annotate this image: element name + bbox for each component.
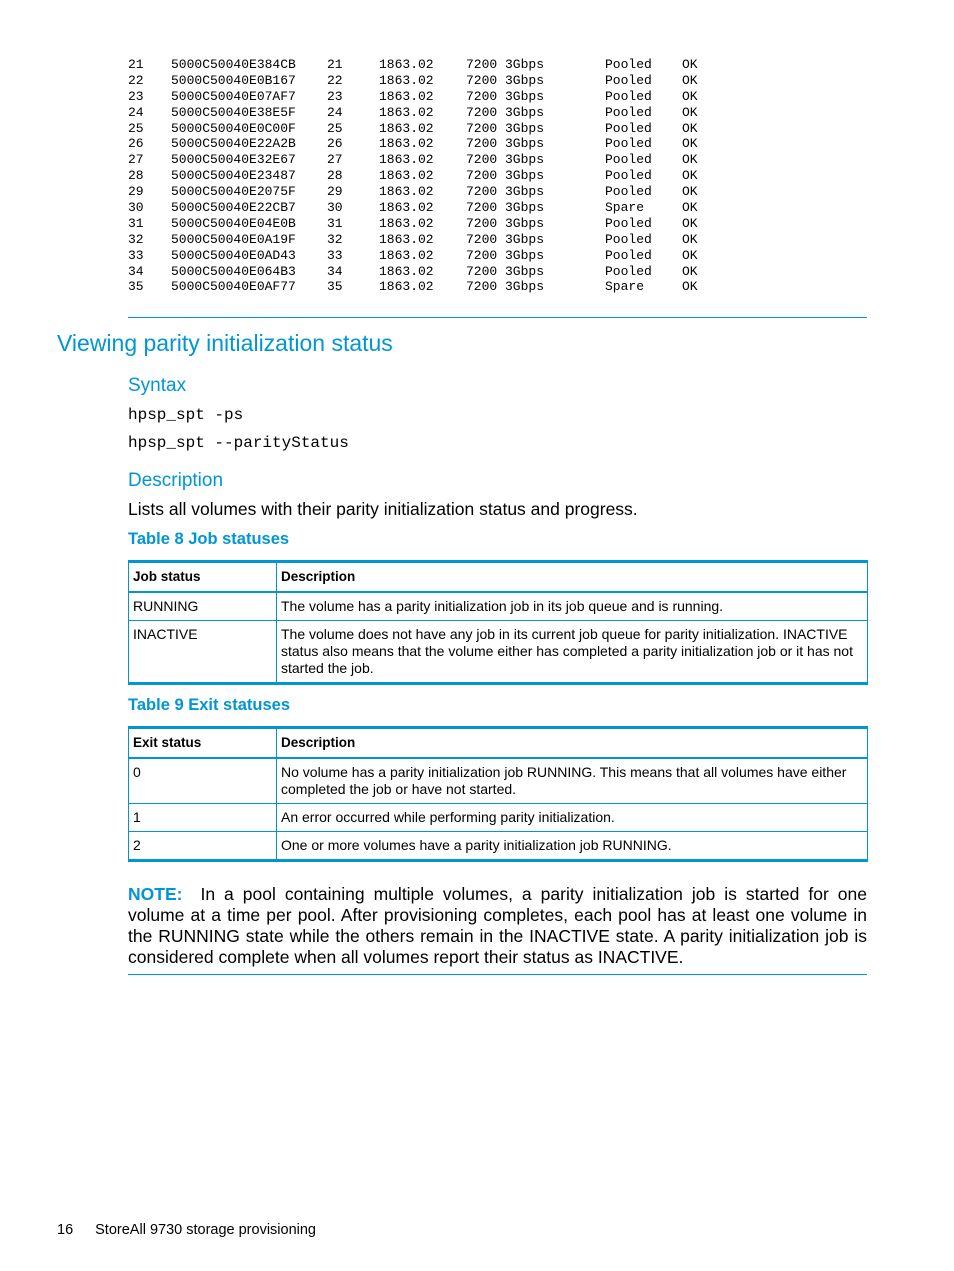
drive-slot: 23 bbox=[327, 88, 343, 104]
drive-state: Pooled bbox=[605, 57, 652, 72]
description-text: Lists all volumes with their parity initialization status and progress. bbox=[128, 499, 638, 519]
table8-caption: Table 8 Job statuses bbox=[128, 530, 290, 548]
page-footer bbox=[57, 1222, 316, 1238]
drive-size: 1863.02 bbox=[379, 200, 434, 216]
note-text: In a pool containing multiple volumes, a parity initialization job is started for one volume at a time per pool. After provisioning completes, each pool has at least one volume in the RUNNING state while the others remain in the INACTIVE state. A parity initialization job is considered complete when all volumes report their status as INACTIVE. bbox=[128, 884, 867, 967]
drive-id: 35 bbox=[128, 279, 144, 295]
column-header: Exit status bbox=[129, 728, 277, 759]
table-row bbox=[129, 592, 868, 621]
drive-state: Spare bbox=[605, 200, 645, 216]
drive-health: OK bbox=[682, 231, 698, 247]
drive-health: OK bbox=[682, 120, 698, 136]
drive-speed: 7200 3Gbps bbox=[466, 168, 545, 184]
drive-size: 1863.02 bbox=[379, 152, 434, 168]
drive-slot: 31 bbox=[327, 215, 343, 231]
column-header: Description bbox=[277, 562, 868, 593]
drive-health: OK bbox=[682, 200, 698, 216]
drive-wwn: 5000C50040E22CB7 bbox=[171, 200, 296, 216]
drive-wwn: 5000C50040E07AF7 bbox=[171, 88, 296, 104]
drive-speed: 7200 3Gbps bbox=[466, 279, 545, 295]
drive-speed: 7200 3Gbps bbox=[466, 72, 545, 88]
drive-state: Pooled bbox=[605, 72, 652, 88]
drive-size: 1863.02 bbox=[379, 168, 434, 184]
drive-id: 22 bbox=[128, 72, 144, 88]
table-cell: The volume does not have any job in its current job queue for parity initialization. INACTIVE status also means that the volume either has completed a parity initialization job or it has not started the job. bbox=[277, 621, 868, 684]
drive-id: 33 bbox=[128, 247, 144, 263]
drive-size: 1863.02 bbox=[379, 88, 434, 104]
drive-id: 34 bbox=[128, 263, 144, 279]
note-divider bbox=[128, 974, 867, 975]
drive-speed: 7200 3Gbps bbox=[466, 152, 545, 168]
drive-wwn: 5000C50040E064B3 bbox=[171, 263, 296, 279]
drive-health: OK bbox=[682, 152, 698, 168]
drive-speed: 7200 3Gbps bbox=[466, 57, 545, 72]
drive-state: Pooled bbox=[605, 120, 652, 136]
section-divider bbox=[128, 317, 867, 318]
table-cell: 1 bbox=[129, 804, 277, 832]
drive-slot: 35 bbox=[327, 279, 343, 295]
drive-speed: 7200 3Gbps bbox=[466, 136, 545, 152]
note-block bbox=[128, 884, 867, 968]
drive-size: 1863.02 bbox=[379, 136, 434, 152]
drive-speed: 7200 3Gbps bbox=[466, 104, 545, 120]
drive-id: 25 bbox=[128, 120, 144, 136]
drive-state: Pooled bbox=[605, 136, 652, 152]
drive-speed: 7200 3Gbps bbox=[466, 231, 545, 247]
drive-health: OK bbox=[682, 136, 698, 152]
table-cell: RUNNING bbox=[129, 592, 277, 621]
table-cell: 2 bbox=[129, 832, 277, 861]
drive-slot: 29 bbox=[327, 184, 343, 200]
table-cell: 0 bbox=[129, 758, 277, 804]
drive-size: 1863.02 bbox=[379, 184, 434, 200]
drive-slot: 25 bbox=[327, 120, 343, 136]
drive-size: 1863.02 bbox=[379, 263, 434, 279]
table-cell: The volume has a parity initialization job in its job queue and is running. bbox=[277, 592, 868, 621]
drive-id: 29 bbox=[128, 184, 144, 200]
drive-health: OK bbox=[682, 184, 698, 200]
drive-health: OK bbox=[682, 279, 698, 295]
drive-health: OK bbox=[682, 88, 698, 104]
drive-slot: 34 bbox=[327, 263, 343, 279]
drive-size: 1863.02 bbox=[379, 231, 434, 247]
drive-id: 32 bbox=[128, 231, 144, 247]
drive-health: OK bbox=[682, 168, 698, 184]
table-cell: No volume has a parity initialization job RUNNING. This means that all volumes have either completed the job or have not started. bbox=[277, 758, 868, 804]
drive-state: Pooled bbox=[605, 168, 652, 184]
drive-id: 21 bbox=[128, 57, 144, 72]
drive-speed: 7200 3Gbps bbox=[466, 247, 545, 263]
drive-size: 1863.02 bbox=[379, 279, 434, 295]
description-heading: Description bbox=[128, 470, 224, 491]
drive-state: Pooled bbox=[605, 231, 652, 247]
table-cell: An error occurred while performing parity initialization. bbox=[277, 804, 868, 832]
drive-wwn: 5000C50040E0A19F bbox=[171, 231, 296, 247]
drive-state: Pooled bbox=[605, 152, 652, 168]
table-row bbox=[129, 758, 868, 804]
drive-wwn: 5000C50040E0B167 bbox=[171, 72, 296, 88]
drive-slot: 28 bbox=[327, 168, 343, 184]
drive-size: 1863.02 bbox=[379, 215, 434, 231]
drive-id: 26 bbox=[128, 136, 144, 152]
drive-size: 1863.02 bbox=[379, 57, 434, 72]
table-row bbox=[129, 621, 868, 684]
drive-id: 23 bbox=[128, 88, 144, 104]
table-header-row bbox=[129, 728, 868, 759]
drive-speed: 7200 3Gbps bbox=[466, 88, 545, 104]
drive-wwn: 5000C50040E22A2B bbox=[171, 136, 296, 152]
drive-health: OK bbox=[682, 215, 698, 231]
drive-health: OK bbox=[682, 263, 698, 279]
drive-slot: 30 bbox=[327, 200, 343, 216]
drive-state: Pooled bbox=[605, 215, 652, 231]
drive-slot: 26 bbox=[327, 136, 343, 152]
drive-speed: 7200 3Gbps bbox=[466, 200, 545, 216]
table-row bbox=[129, 832, 868, 861]
drive-size: 1863.02 bbox=[379, 72, 434, 88]
drive-wwn: 5000C50040E04E0B bbox=[171, 215, 296, 231]
drive-slot: 21 bbox=[327, 57, 343, 72]
drive-id: 31 bbox=[128, 215, 144, 231]
drive-size: 1863.02 bbox=[379, 104, 434, 120]
drive-state: Pooled bbox=[605, 104, 652, 120]
column-header: Description bbox=[277, 728, 868, 759]
drive-speed: 7200 3Gbps bbox=[466, 120, 545, 136]
drive-slot: 33 bbox=[327, 247, 343, 263]
drive-speed: 7200 3Gbps bbox=[466, 263, 545, 279]
syntax-command-short: hpsp_spt -ps bbox=[128, 406, 244, 424]
drive-wwn: 5000C50040E32E67 bbox=[171, 152, 296, 168]
drive-state: Pooled bbox=[605, 184, 652, 200]
drive-wwn: 5000C50040E2075F bbox=[171, 184, 296, 200]
drive-id: 27 bbox=[128, 152, 144, 168]
drive-id: 30 bbox=[128, 200, 144, 216]
drive-wwn: 5000C50040E0C00F bbox=[171, 120, 296, 136]
drive-state: Spare bbox=[605, 279, 645, 295]
drive-wwn: 5000C50040E23487 bbox=[171, 168, 296, 184]
drive-id: 28 bbox=[128, 168, 144, 184]
page-number: 16 bbox=[57, 1222, 74, 1238]
drive-id: 24 bbox=[128, 104, 144, 120]
drive-slot: 32 bbox=[327, 231, 343, 247]
drive-state: Pooled bbox=[605, 263, 652, 279]
drive-health: OK bbox=[682, 247, 698, 263]
drive-size: 1863.02 bbox=[379, 120, 434, 136]
exit-status-table bbox=[128, 726, 868, 862]
job-status-table bbox=[128, 560, 868, 685]
drive-slot: 24 bbox=[327, 104, 343, 120]
column-header: Job status bbox=[129, 562, 277, 593]
drive-wwn: 5000C50040E384CB bbox=[171, 57, 296, 72]
drive-wwn: 5000C50040E0AD43 bbox=[171, 247, 296, 263]
drive-slot: 27 bbox=[327, 152, 343, 168]
table-cell: INACTIVE bbox=[129, 621, 277, 684]
note-label: NOTE: bbox=[128, 884, 183, 904]
drive-wwn: 5000C50040E38E5F bbox=[171, 104, 296, 120]
drive-state: Pooled bbox=[605, 88, 652, 104]
drive-wwn: 5000C50040E0AF77 bbox=[171, 279, 296, 295]
drive-size: 1863.02 bbox=[379, 247, 434, 263]
table-cell: One or more volumes have a parity initialization job RUNNING. bbox=[277, 832, 868, 861]
drive-slot: 22 bbox=[327, 72, 343, 88]
table-row bbox=[129, 804, 868, 832]
drive-health: OK bbox=[682, 57, 698, 72]
drive-speed: 7200 3Gbps bbox=[466, 184, 545, 200]
drive-health: OK bbox=[682, 72, 698, 88]
table-header-row bbox=[129, 562, 868, 593]
drive-speed: 7200 3Gbps bbox=[466, 215, 545, 231]
syntax-heading: Syntax bbox=[128, 375, 187, 396]
syntax-command-long: hpsp_spt --parityStatus bbox=[128, 434, 349, 452]
table9-caption: Table 9 Exit statuses bbox=[128, 696, 291, 714]
section-title: Viewing parity initialization status bbox=[57, 330, 393, 356]
footer-title: StoreAll 9730 storage provisioning bbox=[95, 1222, 316, 1238]
drive-health: OK bbox=[682, 104, 698, 120]
drive-state: Pooled bbox=[605, 247, 652, 263]
